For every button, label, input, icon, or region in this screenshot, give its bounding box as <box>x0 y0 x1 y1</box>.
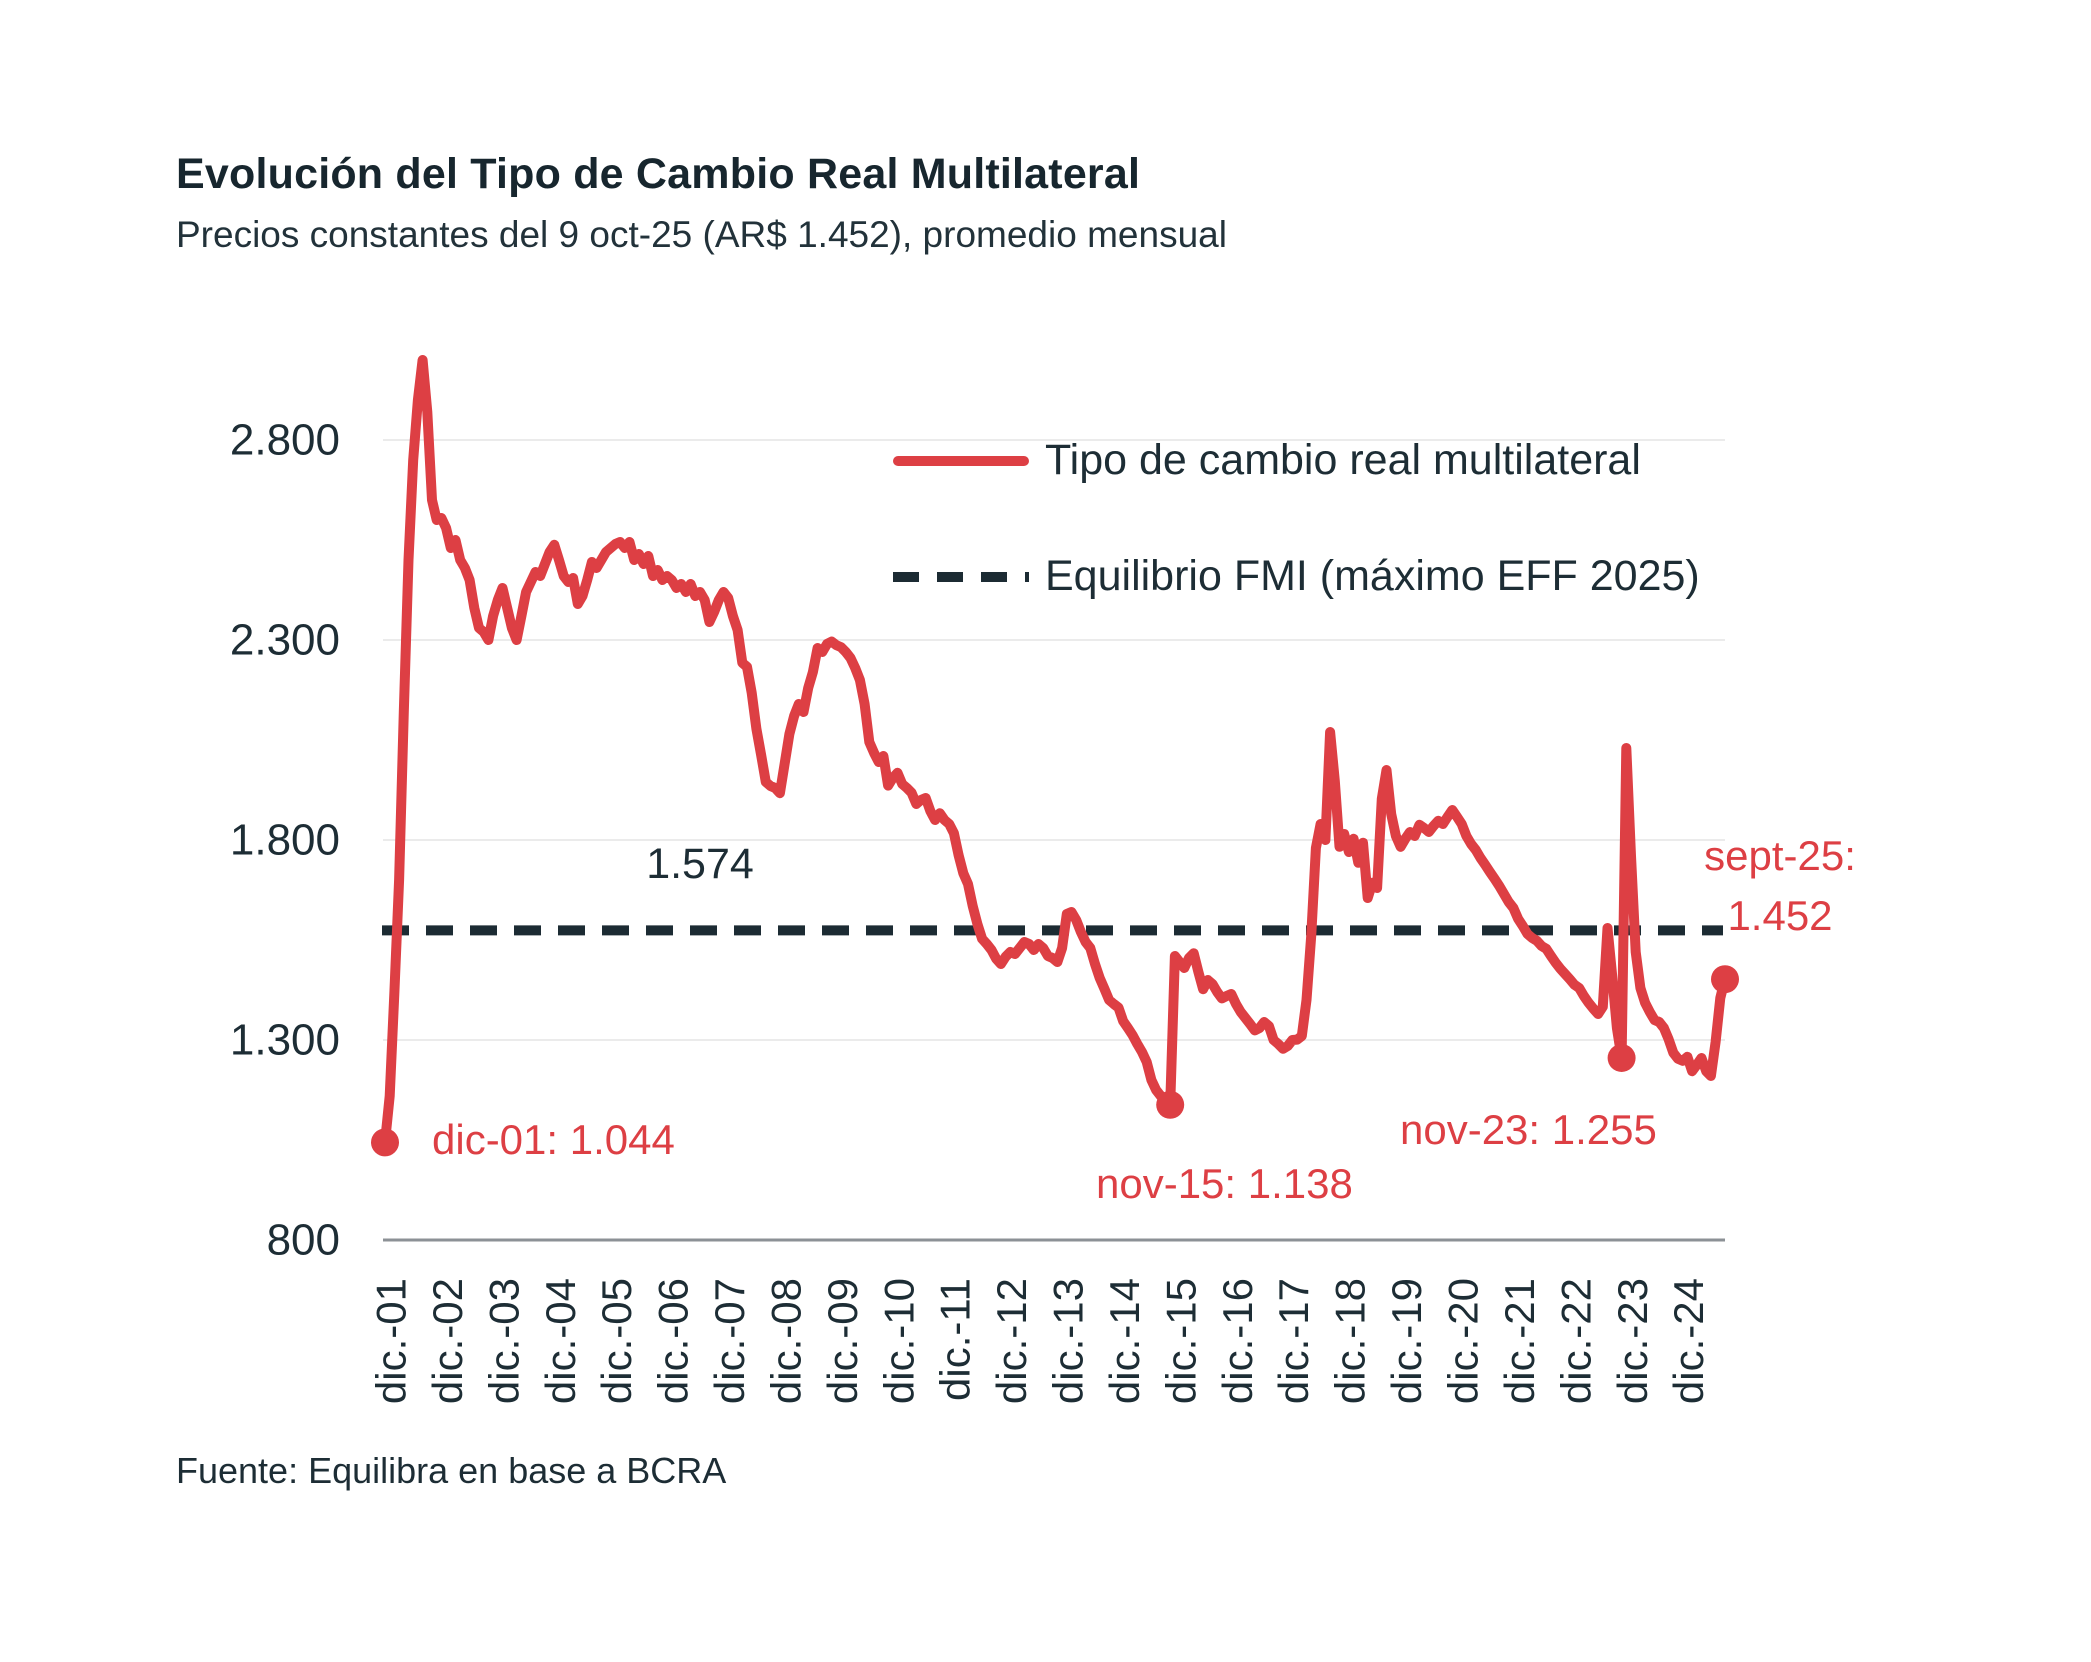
data-point-marker <box>1711 965 1739 993</box>
x-tick-label: dic.-17 <box>1270 1278 1318 1405</box>
legend-item-reference <box>893 552 1700 601</box>
source-note: Fuente: Equilibra en base a BCRA <box>176 1450 727 1491</box>
y-tick-label: 1.800 <box>229 815 340 865</box>
legend-label-reference: Equilibrio FMI (máximo EFF 2025) <box>1045 552 1700 600</box>
x-tick-label: dic.-03 <box>480 1278 528 1405</box>
chart-subtitle: Precios constantes del 9 oct-25 (AR$ 1.452), promedio mensual <box>176 214 1227 255</box>
x-tick-label: dic.-21 <box>1495 1278 1543 1405</box>
chart-title: Evolución del Tipo de Cambio Real Multilateral <box>176 150 1141 198</box>
x-tick-label: dic.-08 <box>762 1278 810 1405</box>
y-tick-label: 1.300 <box>229 1015 340 1065</box>
y-tick-label: 800 <box>266 1215 340 1265</box>
legend-label-series: Tipo de cambio real multilateral <box>1045 436 1641 484</box>
x-tick-label: dic.-18 <box>1326 1278 1374 1405</box>
annotation-sept-25-line1: sept-25: <box>1704 832 1856 879</box>
x-tick-label: dic.-19 <box>1383 1278 1431 1405</box>
reference-line-value-label: 1.574 <box>646 840 754 888</box>
x-tick-label: dic.-23 <box>1608 1278 1656 1405</box>
x-tick-label: dic.-22 <box>1552 1278 1600 1405</box>
x-tick-label: dic.-24 <box>1665 1278 1713 1405</box>
x-tick-label: dic.-07 <box>706 1278 753 1405</box>
annotation-sept-25-line2: 1.452 <box>1727 892 1833 939</box>
y-tick-label: 2.800 <box>229 415 340 465</box>
legend-line-swatch <box>893 456 1029 466</box>
data-point-marker <box>1608 1044 1636 1072</box>
annotation-nov-23: nov-23: 1.255 <box>1400 1106 1657 1153</box>
x-tick-label: dic.-02 <box>423 1278 471 1405</box>
x-tick-label: dic.-06 <box>649 1278 697 1405</box>
x-tick-label: dic.-01 <box>367 1278 415 1405</box>
data-point-marker <box>371 1128 399 1156</box>
data-point-marker <box>1156 1091 1184 1119</box>
x-tick-label: dic.-13 <box>1044 1278 1092 1405</box>
x-tick-label: dic.-12 <box>988 1278 1036 1405</box>
x-tick-label: dic.-20 <box>1439 1278 1487 1405</box>
legend-item-series <box>893 436 1641 485</box>
legend-dashed-swatch <box>893 572 1029 582</box>
x-tick-label: dic.-09 <box>818 1278 866 1405</box>
x-tick-label: dic.-04 <box>536 1278 584 1405</box>
annotation-nov-15: nov-15: 1.138 <box>1096 1160 1353 1207</box>
x-tick-label: dic.-14 <box>1101 1278 1148 1405</box>
y-tick-label: 2.300 <box>229 615 340 665</box>
x-tick-label: dic.-05 <box>593 1278 641 1405</box>
x-tick-label: dic.-10 <box>875 1278 923 1405</box>
x-tick-label: dic.-16 <box>1213 1278 1261 1405</box>
annotation-dic-01: dic-01: 1.044 <box>432 1116 675 1163</box>
x-tick-label: dic.-15 <box>1157 1278 1205 1405</box>
x-tick-label: dic.-11 <box>931 1278 979 1401</box>
annotation-sept-25 <box>1650 826 1910 946</box>
